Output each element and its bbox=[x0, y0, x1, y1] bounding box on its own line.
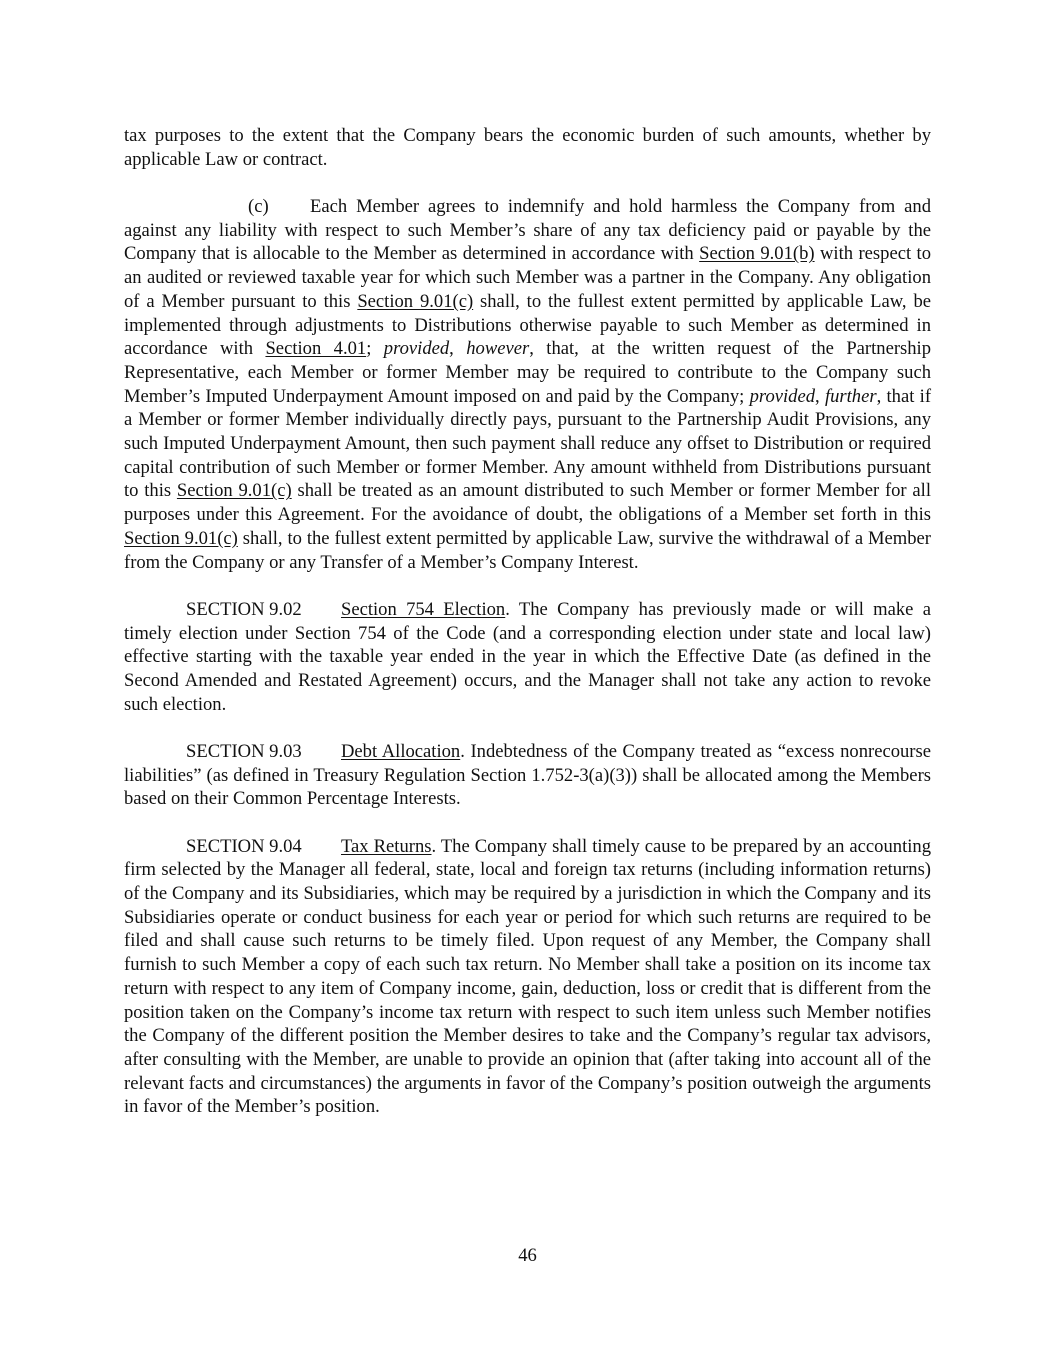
paragraph-9-01-c bbox=[124, 195, 931, 574]
section-text: . The Company has previously made or will make a timely election under Section 754 of the Code (and a corresponding election under state and local law) effective starting with the taxable year ended in the year in which the Effective Date (as defined in the Second Amended and Restated Agreement) occurs, and the Manager shall not take any action to revoke such election. bbox=[124, 598, 931, 715]
section-text: . Indebtedness of the Company treated as “excess nonrecourse liabilities” (as defined in Treasury Regulation Section 1.752-3(a)(3)) shall be allocated among the Members based on their Common Percentage Interests. bbox=[124, 740, 931, 810]
section-label: SECTION 9.04 bbox=[186, 835, 302, 857]
paragraph-text: shall, to the fullest extent permitted by applicable Law, be implemented through adjustments to Distributions otherwise payable to such Member as determined in accordance with bbox=[124, 290, 931, 360]
paragraph-text: with respect to an audited or reviewed taxable year for which such Member was a partner in the Company. Any obligation of a Member pursuant to this bbox=[124, 243, 932, 312]
section-9-03 bbox=[124, 740, 931, 811]
section-label: SECTION 9.02 bbox=[186, 598, 302, 620]
section-heading: Tax Returns bbox=[341, 835, 432, 857]
section-text: . The Company shall timely cause to be prepared by an accounting firm selected by the Manager all federal, state, local and foreign tax returns (including information returns) of the Company and its Subsidiaries, which may be required by a jurisdiction in which the Company and its Subsidiaries operate or conduct business for each year or period for which such returns are required to be filed and shall cause such returns to be timely filed. Upon request of any Member, the Company shall furnish to such Member a copy of each such tax return. No Member shall take a position on its income tax return with respect to any item of Company income, gain, deduction, loss or credit that is different from the position taken on the Company’s income tax return with respect to such item unless such Member notifies the Company of the different position the Member desires to take and the Company’s regular tax advisors, after consulting with the Member, are unable to provide an opinion that (after taking into account all of the relevant facts and circumstances) the arguments in favor of the Company’s position outweigh the arguments in favor of the Member’s position. bbox=[124, 835, 931, 1118]
paragraph-text: shall, to the fullest extent permitted by applicable Law, survive the withdrawal of a Member from the Company or any Transfer of a Member’s Company Interest. bbox=[124, 527, 931, 573]
section-reference: Section 4.01 bbox=[265, 338, 367, 360]
document-page bbox=[124, 124, 931, 1143]
paragraph-text: ; bbox=[366, 338, 384, 360]
paragraph-text: , bbox=[815, 385, 825, 407]
section-reference: Section 9.01(c) bbox=[357, 290, 474, 312]
italic-term: provided bbox=[749, 385, 816, 407]
paragraph-text: , bbox=[449, 338, 467, 360]
section-reference: Section 9.01(c) bbox=[176, 480, 292, 502]
italic-term: further bbox=[824, 385, 877, 407]
section-9-02 bbox=[124, 598, 931, 717]
paragraph-text: , that, at the written request of the Partnership Representative, each Member or former Member may be required to contribute to the Company such Member’s Imputed Underpayment Amount imposed on and paid by the Company; bbox=[124, 338, 932, 407]
italic-term: however bbox=[466, 338, 530, 360]
section-9-04 bbox=[124, 835, 931, 1119]
page-number: 46 bbox=[518, 1245, 537, 1266]
section-heading: Debt Allocation bbox=[341, 740, 461, 762]
section-reference: Section 9.01(c) bbox=[124, 527, 238, 549]
italic-term: provided bbox=[383, 338, 450, 360]
paragraph-text: shall be treated as an amount distributed to such Member or former Member for all purposes under this Agreement. For the avoidance of doubt, the obligations of a Member set forth in this bbox=[124, 480, 932, 526]
subsection-marker: (c) bbox=[248, 196, 269, 217]
paragraph-continuation: tax purposes to the extent that the Company bears the economic burden of such amounts, whether by applicable Law or contract. bbox=[124, 125, 931, 170]
section-heading: Section 754 Election bbox=[341, 598, 506, 620]
section-reference: Section 9.01(b) bbox=[699, 243, 815, 265]
paragraph-text: Each Member agrees to indemnify and hold harmless the Company from and against any liability with respect to such Member’s share of any tax deficiency paid or payable by the Company that is allocable to the Member as determined in accordance with bbox=[124, 196, 931, 265]
paragraph-text: , that if a Member or former Member individually directly pays, pursuant to the Partnership Audit Provisions, any such Imputed Underpayment Amount, then such payment shall reduce any offset to Distribution or required capital contribution of such Member or former Member. Any amount withheld from Distributions pursuant to this bbox=[124, 385, 932, 502]
section-label: SECTION 9.03 bbox=[186, 740, 302, 762]
